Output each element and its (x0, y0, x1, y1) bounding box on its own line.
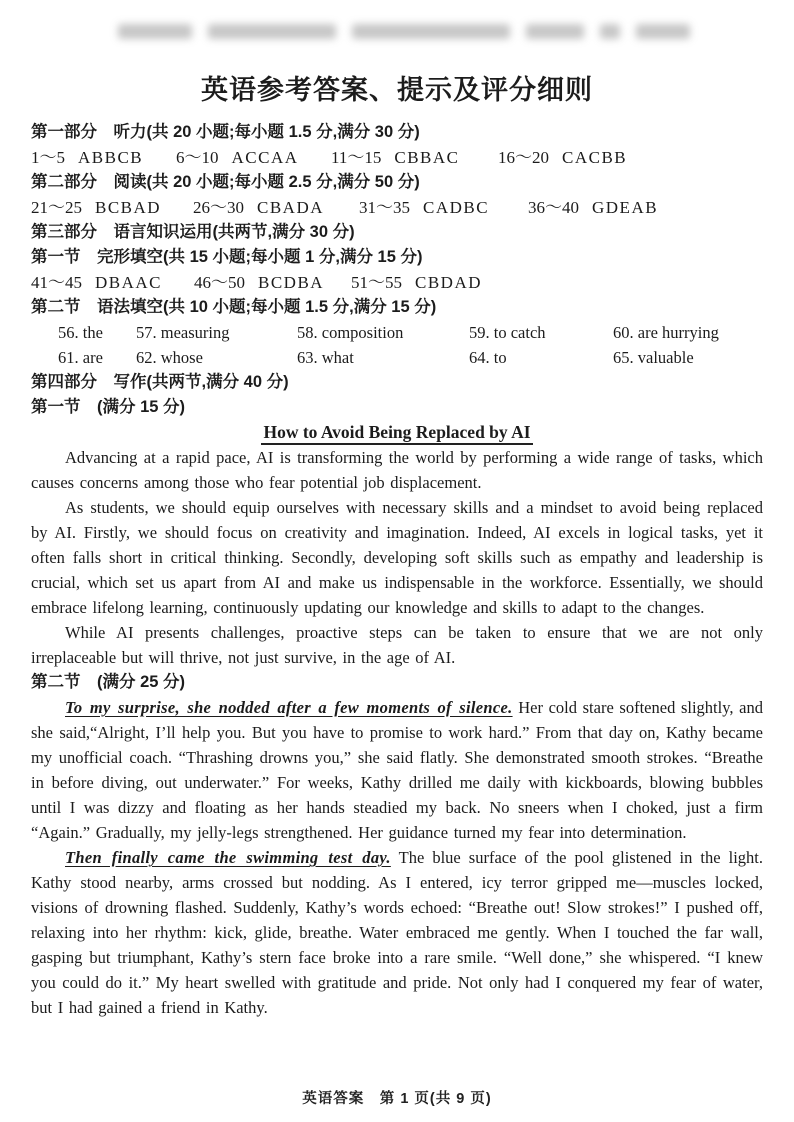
story-paragraph (31, 845, 763, 1020)
answer-letters: DBAAC (95, 273, 163, 292)
answer-letters: ABBCB (78, 148, 144, 167)
answer-group (31, 195, 193, 220)
answer-range: 11～15 (331, 148, 382, 167)
part4-section1-heading: 第一节 (满分 15 分) (31, 398, 186, 416)
essay-title (31, 420, 763, 445)
writing-section2-model-continuation (31, 695, 763, 1020)
answer-range: 6～10 (176, 148, 219, 167)
part4-section2-heading: 第二节 (满分 25 分) (31, 673, 186, 691)
page-footer: 英语答案 第 1 页(共 9 页) (302, 1091, 492, 1107)
writing-section1-model-essay (31, 420, 763, 670)
answer-range: 41～45 (31, 273, 82, 292)
grammar-answer: 62. whose (136, 348, 203, 367)
answer-letters: CACBB (562, 148, 628, 167)
reading-answers-row (31, 195, 763, 220)
grammar-answers-row-1 (31, 320, 763, 345)
given-opening-sentence: Then finally came the swimming test day. (65, 848, 391, 867)
story-paragraph (31, 695, 763, 845)
answer-group (359, 195, 528, 220)
answer-group (194, 270, 351, 295)
essay-paragraph: While AI presents challenges, proactive steps can be taken to ensure that we are not only irreplaceable but will thrive, not just survive, in the age of AI. (31, 623, 763, 667)
grammar-answer: 57. measuring (136, 323, 230, 342)
answer-letters: CBADA (257, 198, 325, 217)
essay-title-text: How to Avoid Being Replaced by AI (261, 422, 532, 445)
answer-range: 26～30 (193, 198, 244, 217)
answer-range: 16～20 (498, 148, 549, 167)
answer-range: 1～5 (31, 148, 65, 167)
part3-cloze-heading: 第一节 完形填空(共 15 小题;每小题 1 分,满分 15 分) (31, 248, 423, 266)
answer-letters: GDEAB (592, 198, 659, 217)
grammar-answer: 60. are hurrying (613, 323, 719, 342)
answer-key-section (31, 120, 763, 420)
answer-group (176, 145, 331, 170)
story-text: The blue surface of the pool glistened in the light. Kathy stood nearby, arms crossed but nodding. As I entered, icy terror gripped me—muscles locked, visions of drowning flashed. Suddenly, Kathy’s words echoed: “Breathe out! Slow strokes!” I pushed off, relaxing into her rhythm: kick, glide, breathe. Water embraced me gently. When I touched the far wall, gasping but triumphant, Kathy’s stern face broke into a rare smile. “Well done,” she whispered. “I knew you could do it.” My heart swelled with gratitude and pride. Not only had I conquered my fear of water, but I had gained a friend in Kathy. (31, 848, 763, 1017)
answer-group (31, 145, 176, 170)
answer-letters: BCBAD (95, 198, 162, 217)
grammar-answer: 56. the (58, 323, 103, 342)
answer-group (193, 195, 359, 220)
page-title: 英语参考答案、提示及评分细则 (201, 75, 593, 105)
grammar-answer: 61. are (58, 348, 103, 367)
part3-language-use-heading: 第三部分 语言知识运用(共两节,满分 30 分) (31, 223, 355, 241)
part3-grammar-fill-heading: 第二节 语法填空(共 10 小题;每小题 1.5 分,满分 15 分) (31, 298, 437, 316)
story-text: Her cold stare softened slightly, and she said,“Alright, I’ll help you. But you have to promise to work hard.” From that day on, Kathy became my unofficial coach. “Thrashing drowns you,” she said flatly. She demonstrated smooth strokes. “Breathe in before diving, out underwater.” For weeks, Kathy drilled me daily with kickboards, blowing bubbles until I was dizzy and floating as her hands steadied my back. No sneers when I choked, just a firm “Again.” Gradually, my jelly-legs strengthened. Her guidance turned my fear into determination. (31, 698, 763, 842)
part1-listening-heading: 第一部分 听力(共 20 小题;每小题 1.5 分,满分 30 分) (31, 123, 420, 141)
grammar-answer: 59. to catch (469, 323, 546, 342)
answer-letters: CBBAC (394, 148, 460, 167)
part2-reading-heading: 第二部分 阅读(共 20 小题;每小题 2.5 分,满分 50 分) (31, 173, 420, 191)
answer-group (351, 270, 763, 295)
answer-group (528, 195, 763, 220)
answer-group (498, 145, 763, 170)
answer-letters: ACCAA (231, 148, 299, 167)
grammar-answers-row-2 (31, 345, 763, 370)
listening-answers-row (31, 145, 763, 170)
answer-range: 51～55 (351, 273, 402, 292)
cloze-answers-row (31, 270, 763, 295)
essay-paragraph: Advancing at a rapid pace, AI is transforming the world by performing a wide range of tasks, which causes concerns among those who fear potential job displacement. (31, 448, 763, 492)
grammar-answer: 65. valuable (613, 348, 694, 367)
grammar-answer: 58. composition (297, 323, 404, 342)
answer-group (331, 145, 498, 170)
given-opening-sentence: To my surprise, she nodded after a few moments of silence. (65, 698, 513, 717)
answer-letters: CADBC (423, 198, 490, 217)
answer-range: 21～25 (31, 198, 82, 217)
answer-range: 31～35 (359, 198, 410, 217)
part4-writing-heading: 第四部分 写作(共两节,满分 40 分) (31, 373, 289, 391)
grammar-answer: 64. to (469, 348, 507, 367)
answer-range: 36～40 (528, 198, 579, 217)
answer-range: 46～50 (194, 273, 245, 292)
grammar-answer: 63. what (297, 348, 354, 367)
answer-group (31, 270, 194, 295)
essay-paragraph: As students, we should equip ourselves with necessary skills and a mindset to avoid being replaced by AI. Firstly, we should focus on creativity and imagination. Indeed, AI excels in logical tasks, yet it often falls short in critical thinking. Secondly, developing soft skills such as empathy and leadership is crucial, which set us apart from AI and make us indispensable in the workforce. Essentially, we should embrace lifelong learning, continuously updating our knowledge and skills to adapt to the changes. (31, 498, 763, 617)
answer-letters: BCDBA (258, 273, 325, 292)
answer-letters: CBDAD (415, 273, 483, 292)
